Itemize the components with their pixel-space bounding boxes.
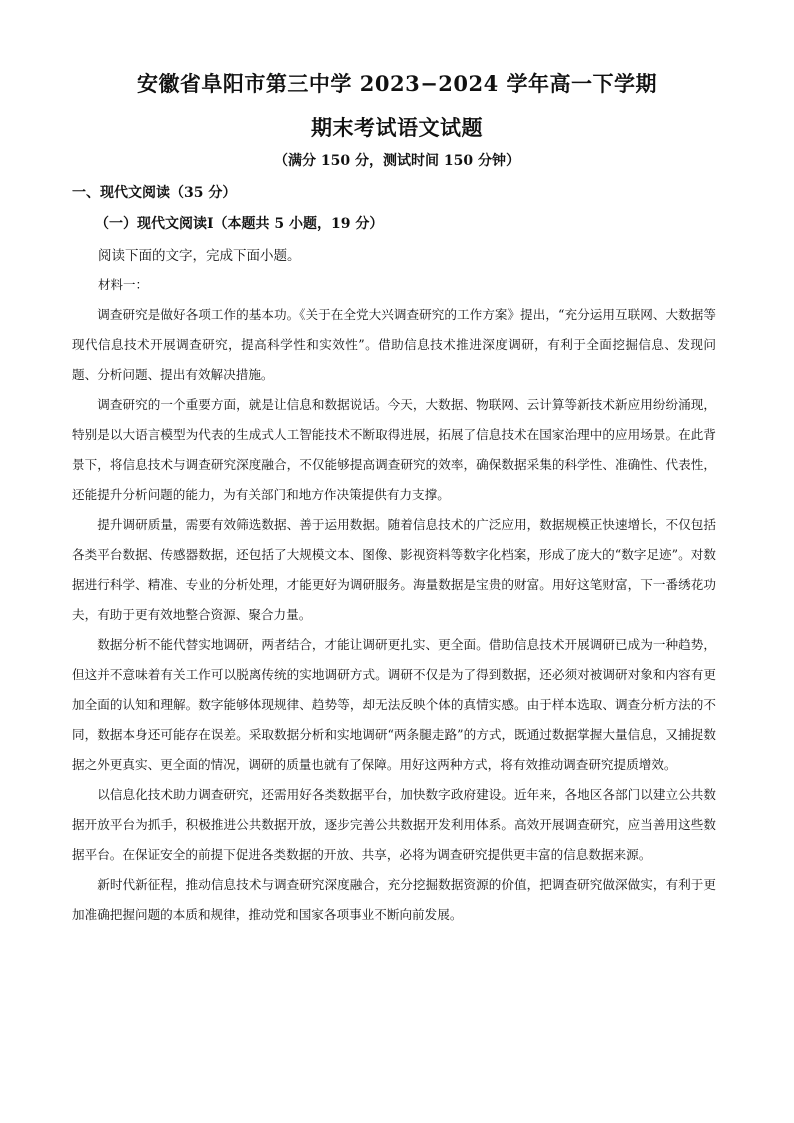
- subsection-heading: （一）现代文阅读Ⅰ（本题共 5 小题，19 分）: [95, 216, 384, 232]
- exam-title-line-1: 安徽省阜阳市第三中学 2023−2024 学年高一下学期: [136, 71, 658, 96]
- reading-passage: [72, 300, 716, 930]
- section-heading: 一、现代文阅读（35 分）: [72, 185, 237, 201]
- passage-paragraph: 提升调研质量，需要有效筛选数据、善于运用数据。随着信息技术的广泛应用，数据规模正快速增长，不仅包括各类平台数据、传感器数据，还包括了大规模文本、图像、影视资料等数字化档案，形成了庞大的“数字足迹”。对数据进行科学、精准、专业的分析处理，才能更好为调研服务。海量数据是宝贵的财富。用好这笔财富，下一番绣花功夫，有助于更有效地整合资源、聚合力量。: [72, 517, 716, 622]
- passage-paragraph: 调查研究的一个重要方面，就是让信息和数据说话。今天，大数据、物联网、云计算等新技术新应用纷纷涌现，特别是以大语言模型为代表的生成式人工智能技术不断取得进展，拓展了信息技术在国家治理中的应用场景。在此背景下，将信息技术与调查研究深度融合，不仅能够提高调查研究的效率，确保数据采集的科学性、准确性、代表性，还能提升分析问题的能力，为有关部门和地方作决策提供有力支撑。: [72, 397, 716, 502]
- reading-instruction: 阅读下面的文字，完成下面小题。: [98, 248, 301, 264]
- passage-paragraph: 以信息化技术助力调查研究，还需用好各类数据平台，加快数字政府建设。近年来，各地区各部门以建立公共数据开放平台为抓手，积极推进公共数据开放，逐步完善公共数据开发利用体系。高效开展调查研究，应当善用这些数据平台。在保证安全的前提下促进各类数据的开放、共享，必将为调查研究提供更丰富的信息数据来源。: [72, 787, 716, 862]
- exam-title-line-2: 期末考试语文试题: [311, 115, 483, 140]
- passage-paragraph: 调查研究是做好各项工作的基本功。《关于在全党大兴调查研究的工作方案》提出，“充分运用互联网、大数据等现代信息技术开展调查研究，提高科学性和实效性”。借助信息技术推进深度调研，有利于全面挖掘信息、发现问题、分析问题、提出有效解决措施。: [72, 307, 716, 382]
- passage-paragraph: 新时代新征程，推动信息技术与调查研究深度融合，充分挖掘数据资源的价值，把调查研究做深做实，有利于更加准确把握问题的本质和规律，推动党和国家各项事业不断向前发展。: [72, 877, 716, 922]
- material-label: 材料一：: [98, 277, 149, 292]
- passage-paragraph: 数据分析不能代替实地调研，两者结合，才能让调研更扎实、更全面。借助信息技术开展调研已成为一种趋势，但这并不意味着有关工作可以脱离传统的实地调研方式。调研不仅是为了得到数据，还必须对被调研对象和内容有更加全面的认知和理解。数字能够体现规律、趋势等，却无法反映个体的真情实感。由于样本选取、调查分析方法的不同，数据本身还可能存在误差。采取数据分析和实地调研“两条腿走路”的方式，既通过数据掌握大量信息，又捕捉数据之外更真实、更全面的情况，调研的质量也就有了保障。用好这两种方式，将有效推动调查研究提质增效。: [72, 637, 716, 772]
- exam-subtitle: （满分 150 分，测试时间 150 分钟）: [274, 153, 520, 169]
